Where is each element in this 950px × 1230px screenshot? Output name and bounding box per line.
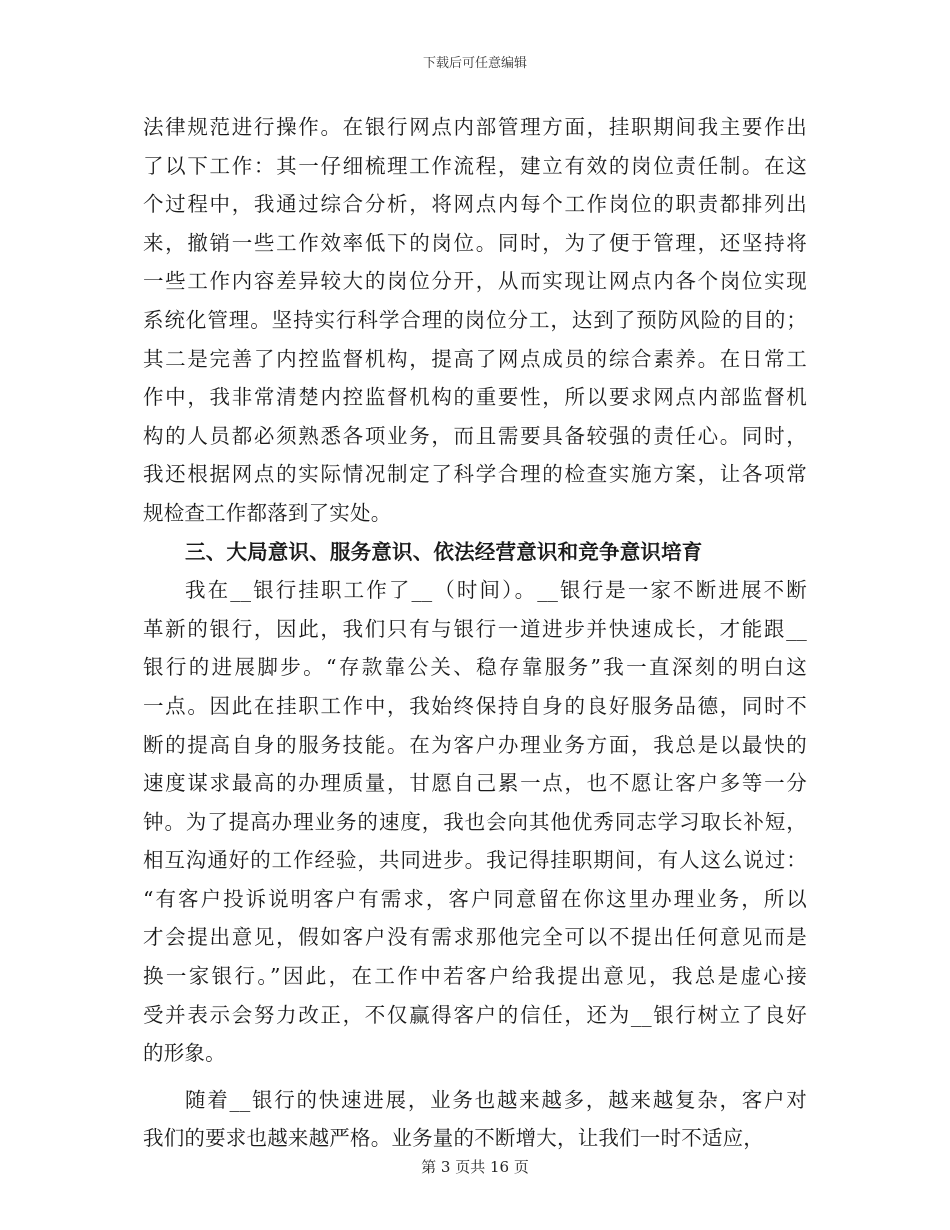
text-line: 我们的要求也越来越严格。业务量的不断增大，让我们一时不适应， (143, 1126, 764, 1151)
text-line: 革新的银行，因此，我们只有与银行一道进步并快速成长，才能跟__ (143, 616, 807, 641)
page-header-note: 下载后可任意编辑 (422, 56, 527, 71)
paragraph-gap (143, 1073, 807, 1081)
paragraph (143, 108, 807, 533)
text-line: 一点。因此在挂职工作中，我始终保持自身的良好服务品德，同时不 (143, 693, 807, 718)
text-line: 了以下工作：其一仔细梳理工作流程，建立有效的岗位责任制。在这 (143, 153, 807, 178)
text-line: 个过程中，我通过综合分析，将网点内每个工作岗位的职责都排列出 (143, 192, 807, 217)
text-line: 银行的进展脚步。“存款靠公关、稳存靠服务”我一直深刻的明白这 (143, 655, 807, 680)
text-line: 的形象。 (143, 1041, 226, 1066)
text-line: 换一家银行。”因此，在工作中若客户给我提出意见，我总是虚心接 (143, 964, 807, 989)
text-line: 我还根据网点的实际情况制定了科学合理的检查实施方案，让各项常 (143, 462, 807, 487)
text-line: 受并表示会努力改正，不仅赢得客户的信任，还为__银行树立了良好 (143, 1002, 807, 1027)
text-line: 来，撤销一些工作效率低下的岗位。同时，为了便于管理，还坚持将 (143, 230, 807, 255)
text-line: 相互沟通好的工作经验，共同进步。我记得挂职期间，有人这么说过： (143, 848, 807, 873)
paragraph (143, 1081, 807, 1158)
text-line: 断的提高自身的服务技能。在为客户办理业务方面，我总是以最快的 (143, 732, 807, 757)
paragraph (143, 571, 807, 1073)
text-line: 构的人员都必须熟悉各项业务，而且需要具备较强的责任心。同时， (143, 423, 807, 448)
heading-line: 三、大局意识、服务意识、依法经营意识和竞争意识培育 (185, 539, 703, 564)
text-line: 钟。为了提高办理业务的速度，我也会向其他优秀同志学习取长补短， (143, 809, 807, 834)
text-line: 一些工作内容差异较大的岗位分开，从而实现让网点内各个岗位实现 (143, 269, 807, 294)
page-footer: 第 3 页共 16 页 (421, 1158, 529, 1176)
text-line: 我在__银行挂职工作了__（时间）。__银行是一家不断进展不断 (185, 578, 807, 603)
text-line: 其二是完善了内控监督机构，提高了网点成员的综合素养。在日常工 (143, 346, 807, 371)
section-heading (143, 533, 807, 572)
text-line: 作中，我非常清楚内控监督机构的重要性，所以要求网点内部监督机 (143, 385, 807, 410)
text-line: “有客户投诉说明客户有需求，客户同意留在你这里办理业务，所以 (143, 886, 807, 911)
text-line: 才会提出意见，假如客户没有需求那他完全可以不提出任何意见而是 (143, 925, 807, 950)
text-line: 法律规范进行操作。在银行网点内部管理方面，挂职期间我主要作出 (143, 115, 807, 139)
text-line: 随着__银行的快速进展，业务也越来越多，越来越复杂，客户对 (185, 1087, 807, 1112)
text-line: 系统化管理。坚持实行科学合理的岗位分工，达到了预防风险的目的； (143, 307, 807, 332)
text-line: 速度谋求最高的办理质量，甘愿自己累一点，也不愿让客户多等一分 (143, 771, 807, 796)
text-line: 规检查工作都落到了实处。 (143, 500, 392, 525)
document-body (143, 108, 807, 1158)
